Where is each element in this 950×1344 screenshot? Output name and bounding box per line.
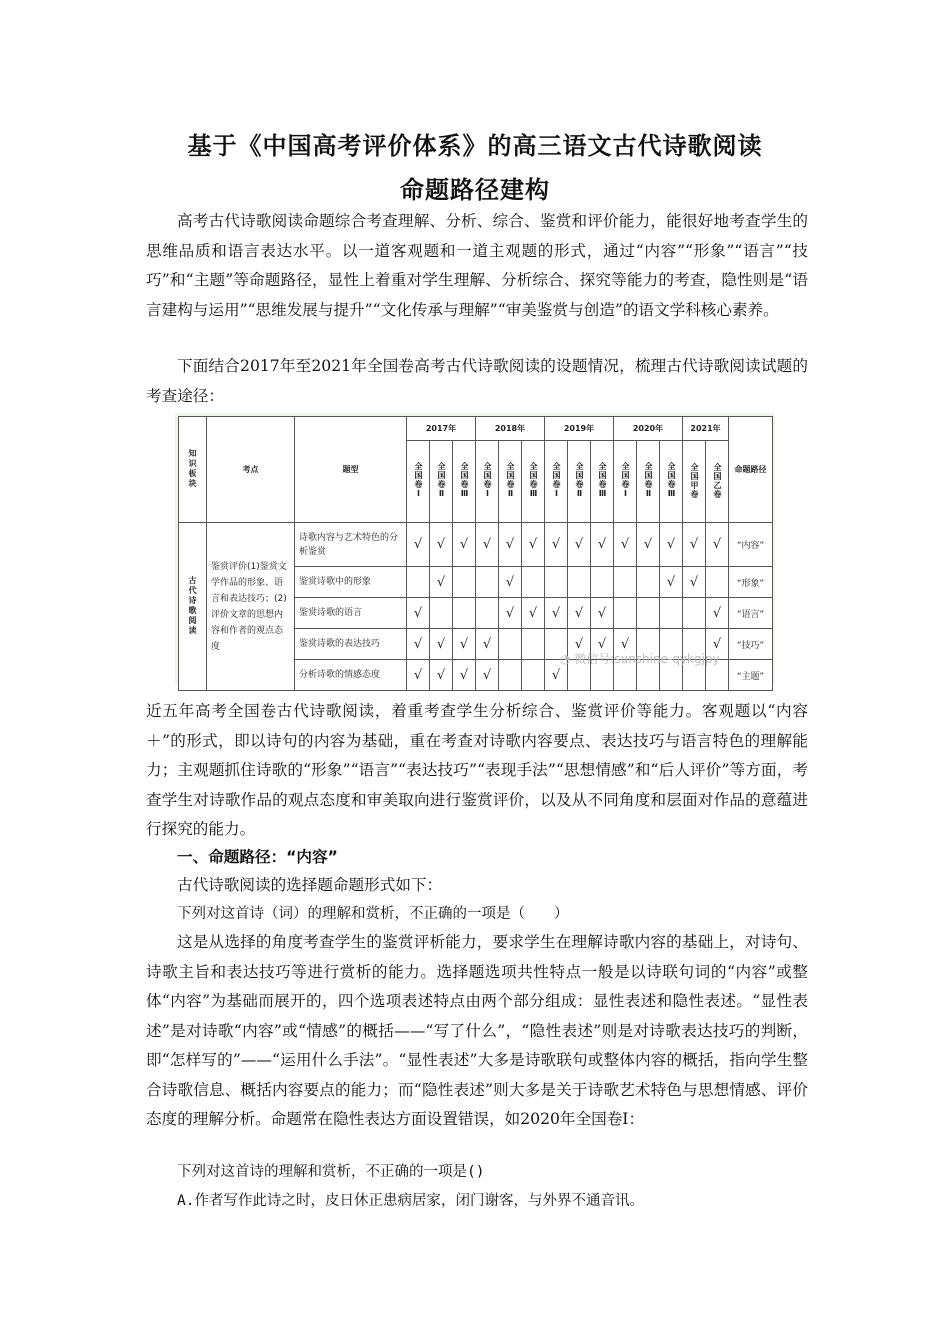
- header-paper: 全国卷Ⅱ: [568, 441, 591, 523]
- mark-cell: √: [660, 523, 683, 567]
- header-block: 知识板块: [179, 417, 207, 523]
- header-paper: 全国卷Ⅲ: [522, 441, 545, 523]
- mark-cell: √: [591, 598, 614, 629]
- type-cell: 鉴赏诗歌的语言: [295, 598, 407, 629]
- mark-cell: [407, 567, 430, 598]
- mark-cell: √: [568, 629, 591, 660]
- question-stem: 下列对这首诗（词）的理解和赏析，不正确的一项是（ ）: [177, 906, 569, 922]
- header-paper: 全国卷Ⅱ: [637, 441, 660, 523]
- paragraph-intro: 高考古代诗歌阅读命题综合考查理解、分析、综合、鉴赏和评价能力，能很好地考查学生的思维品质和语言表达水平。以一道客观题和一道主观题的形式，通过“内容”“形象”“语言”“技巧”和“主题”等命题路径，显性上着重对学生理解、分析综合、探究等能力的考查，隐性则是“语言建构与运用”“思维发展与提升”“文化传承与理解”“审美鉴赏与创造”的语文学科核心素养。: [146, 212, 808, 319]
- header-route: 命题路径: [729, 417, 773, 523]
- mark-cell: √: [499, 523, 522, 567]
- paragraph-choice-form: 古代诗歌阅读的选择题命题形式如下：: [177, 876, 443, 894]
- mark-cell: √: [499, 598, 522, 629]
- mark-cell: √: [476, 660, 499, 691]
- mark-cell: √: [407, 660, 430, 691]
- type-cell: 分析诗歌的情感态度: [295, 660, 407, 691]
- mark-cell: √: [430, 523, 453, 567]
- mark-cell: [522, 660, 545, 691]
- mark-cell: √: [430, 629, 453, 660]
- mark-cell: [637, 598, 660, 629]
- mark-cell: √: [545, 598, 568, 629]
- mark-cell: √: [499, 567, 522, 598]
- header-paper: 全国卷Ⅲ: [453, 441, 476, 523]
- page-title: 基于《中国高考评价体系》的高三语文古代诗歌阅读: [187, 132, 763, 160]
- mark-cell: [522, 567, 545, 598]
- mark-cell: √: [407, 598, 430, 629]
- route-cell: “技巧”: [729, 629, 773, 660]
- mark-cell: √: [637, 523, 660, 567]
- mark-cell: [430, 598, 453, 629]
- mark-cell: √: [706, 598, 729, 629]
- table-row: [179, 523, 773, 567]
- mark-cell: [660, 598, 683, 629]
- exam-table-figure: [175, 413, 775, 685]
- header-type: 题型: [295, 417, 407, 523]
- mark-cell: √: [660, 567, 683, 598]
- mark-cell: √: [430, 567, 453, 598]
- page-subtitle: 命题路径建构: [400, 176, 550, 204]
- mark-cell: √: [545, 523, 568, 567]
- type-cell: 诗歌内容与艺术特色的分析鉴赏: [295, 523, 407, 567]
- mark-cell: [614, 567, 637, 598]
- route-cell: “内容”: [729, 523, 773, 567]
- header-paper: 全国卷Ⅱ: [499, 441, 522, 523]
- header-paper: 全国甲卷: [683, 441, 706, 523]
- section-heading-1: 一、命题路径：“内容”: [177, 848, 338, 866]
- mark-cell: [568, 567, 591, 598]
- mark-cell: [476, 567, 499, 598]
- mark-cell: [453, 567, 476, 598]
- route-cell: “语言”: [729, 598, 773, 629]
- mark-cell: [476, 598, 499, 629]
- header-paper: 全国卷Ⅰ: [545, 441, 568, 523]
- mark-cell: √: [407, 523, 430, 567]
- wechat-icon: ◔: [560, 652, 575, 666]
- mark-cell: √: [706, 629, 729, 660]
- mark-cell: [614, 598, 637, 629]
- option-a: A.作者写作此诗之时，皮日休正患病居家，闭门谢客，与外界不通音讯。: [177, 1193, 644, 1209]
- mark-cell: √: [522, 523, 545, 567]
- mark-cell: √: [591, 629, 614, 660]
- mark-cell: √: [568, 523, 591, 567]
- mark-cell: [591, 567, 614, 598]
- route-cell: “形象”: [729, 567, 773, 598]
- mark-cell: √: [545, 660, 568, 691]
- header-year: 2019年: [545, 417, 614, 441]
- mark-cell: √: [706, 523, 729, 567]
- header-year: 2021年: [683, 417, 729, 441]
- mark-cell: √: [683, 567, 706, 598]
- header-point: 考点: [207, 417, 295, 523]
- mark-cell: √: [453, 629, 476, 660]
- mark-cell: √: [683, 523, 706, 567]
- header-year: 2017年: [407, 417, 476, 441]
- mark-cell: √: [522, 598, 545, 629]
- mark-cell: [499, 629, 522, 660]
- mark-cell: [637, 567, 660, 598]
- mark-cell: [706, 567, 729, 598]
- header-paper: 全国卷Ⅲ: [591, 441, 614, 523]
- mark-cell: √: [407, 629, 430, 660]
- route-cell: “主题”: [729, 660, 773, 691]
- header-paper: 全国卷Ⅰ: [476, 441, 499, 523]
- mark-cell: √: [591, 523, 614, 567]
- mark-cell: √: [568, 598, 591, 629]
- question-stem-2020: 下列对这首诗的理解和赏析，不正确的一项是(): [177, 1164, 485, 1180]
- wechat-watermark: ◔ 微信号:sunshine-qykgjpy: [560, 652, 720, 666]
- header-paper: 全国卷Ⅰ: [614, 441, 637, 523]
- header-year: 2020年: [614, 417, 683, 441]
- type-cell: 鉴赏诗歌中的形象: [295, 567, 407, 598]
- paragraph-summary: 近五年高考全国卷古代诗歌阅读，着重考查学生分析综合、鉴赏评价等能力。客观题以“内容＋”的形式，即以诗句的内容为基础，重在考查对诗歌内容要点、表达技巧与语言特色的理解能力；主观题抓住诗歌的“形象”“语言”“表达技巧”“表现手法”“思想情感”和“后人评价”等方面，考查学生对诗歌作品的观点态度和审美取向进行鉴赏评价，以及从不同角度和层面对作品的意蕴进行探究的能力。: [146, 702, 808, 838]
- mark-cell: [683, 598, 706, 629]
- mark-cell: √: [476, 523, 499, 567]
- mark-cell: √: [430, 660, 453, 691]
- mark-cell: √: [614, 629, 637, 660]
- type-cell: 鉴赏诗歌的表达技巧: [295, 629, 407, 660]
- paragraph-table-intro: 下面结合2017年至2021年全国卷高考古代诗歌阅读的设题情况，梳理古代诗歌阅读试题的考查途径：: [146, 357, 808, 405]
- block-cell: 古代诗歌阅读: [179, 523, 207, 691]
- mark-cell: [545, 567, 568, 598]
- header-year: 2018年: [476, 417, 545, 441]
- header-paper: 全国卷Ⅲ: [660, 441, 683, 523]
- mark-cell: √: [614, 523, 637, 567]
- mark-cell: [499, 660, 522, 691]
- header-paper: 全国乙卷: [706, 441, 729, 523]
- paragraph-analysis: 这是从选择的角度考查学生的鉴赏评析能力，要求学生在理解诗歌内容的基础上，对诗句、诗歌主旨和表达技巧等进行赏析的能力。选择题选项共性特点一般是以诗联句词的“内容”或整体“内容”为基础而展开的，四个选项表述特点由两个部分组成：显性表述和隐性表述。“显性表述”是对诗歌“内容”或“情感”的概括——“写了什么”，“隐性表述”则是对诗歌表达技巧的判断，即“怎样写的”——“运用什么手法”。“显性表述”大多是诗歌联句或整体内容的概括，指向学生整合诗歌信息、概括内容要点的能力；而“隐性表述”则大多是关于诗歌艺术特色与思想情感、评价态度的理解分析。命题常在隐性表达方面设置错误，如2020年全国卷Ⅰ：: [146, 933, 808, 1128]
- header-paper: 全国卷Ⅰ: [407, 441, 430, 523]
- header-paper: 全国卷Ⅱ: [430, 441, 453, 523]
- point-cell: 鉴赏评价(1)鉴赏文学作品的形象、语言和表达技巧；(2)评价文章的思想内容和作者的观点态度: [207, 523, 295, 691]
- mark-cell: √: [453, 523, 476, 567]
- mark-cell: [522, 629, 545, 660]
- mark-cell: √: [453, 660, 476, 691]
- mark-cell: √: [476, 629, 499, 660]
- mark-cell: [453, 598, 476, 629]
